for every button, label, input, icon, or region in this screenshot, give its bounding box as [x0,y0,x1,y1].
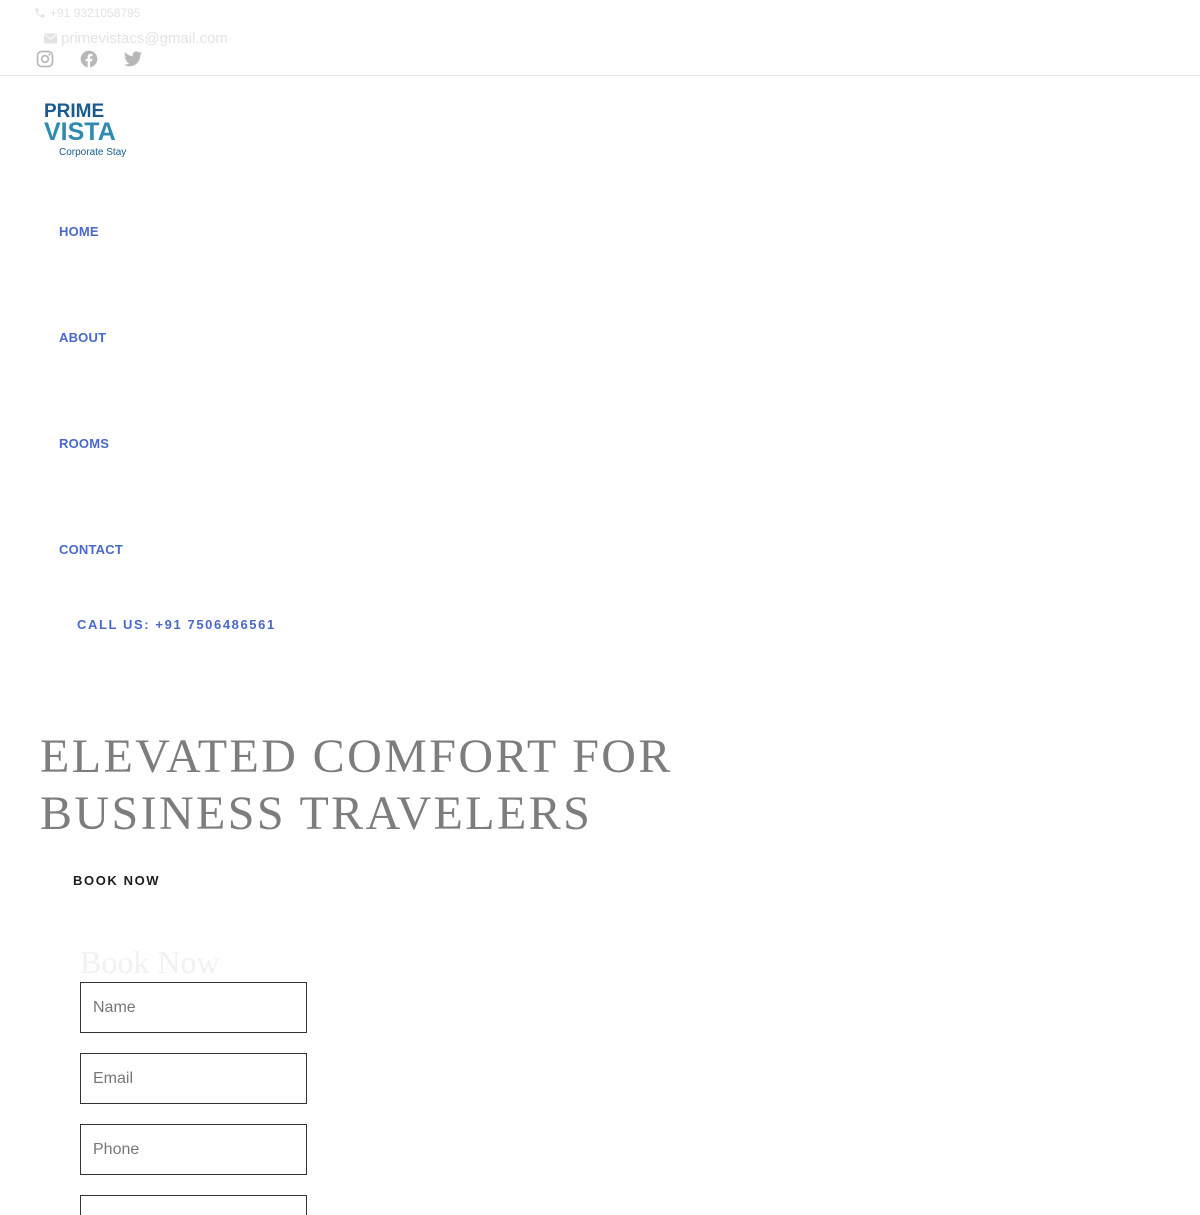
book-now-button[interactable]: BOOK NOW [73,873,161,888]
phone-input[interactable] [80,1124,307,1175]
phone-icon [34,7,46,19]
hero-title: ELEVATED COMFORT FOR BUSINESS TRAVELERS [40,730,673,840]
logo-word-vista: VISTA [44,118,116,146]
call-us-link[interactable]: CALL US: +91 7506486561 [77,617,276,632]
phone-contact[interactable] [34,5,140,21]
name-input[interactable] [80,982,307,1033]
instagram-icon[interactable] [35,49,55,69]
nav-item-rooms[interactable]: ROOMS [59,436,110,451]
room-type-select[interactable] [80,1195,307,1215]
logo-tagline: Corporate Stay [59,147,127,158]
nav-item-home[interactable]: HOME [59,224,99,239]
logo-word-prime: PRIME [44,101,105,122]
nav-item-contact[interactable]: CONTACT [59,542,123,557]
phone-number: +91 9321058795 [50,6,141,20]
social-links [35,49,143,69]
twitter-icon[interactable] [123,49,143,69]
email-input[interactable] [80,1053,307,1104]
email-address: primevistacs@gmail.com [61,29,228,47]
nav-item-about[interactable]: ABOUT [59,330,107,345]
booking-form-heading: Book Now [80,944,220,980]
email-contact[interactable] [44,29,228,47]
facebook-icon[interactable] [79,49,99,69]
envelope-icon [44,33,57,44]
prime-vista-logo[interactable] [43,100,143,158]
top-contact-bar [0,0,1200,76]
